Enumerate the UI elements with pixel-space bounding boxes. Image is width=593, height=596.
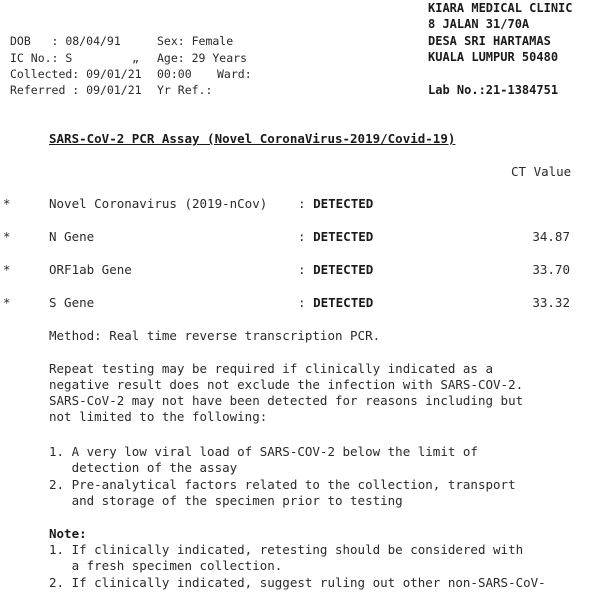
reason-item: and storage of the specimen prior to testing — [49, 493, 403, 508]
paragraph-line: Repeat testing may be required if clinically indicated as a — [49, 361, 494, 376]
result-separator: : — [298, 295, 314, 310]
test-name: S Gene — [49, 295, 95, 310]
clinic-name: KIARA MEDICAL CLINIC — [428, 1, 573, 15]
ct-value: 33.70 — [532, 262, 570, 277]
sex-field: Sex: Female — [157, 34, 234, 48]
ic-number-field — [10, 51, 139, 65]
ct-value: 33.32 — [532, 295, 570, 310]
row-marker: * — [3, 262, 11, 277]
note-item: 2. If clinically indicated, suggest ruling out other non-SARS-CoV- — [49, 575, 546, 590]
reason-item: 1. A very low viral load of SARS-COV-2 below the limit of — [49, 444, 478, 459]
row-marker: * — [3, 229, 11, 244]
result-row — [0, 295, 593, 311]
row-marker: * — [3, 196, 11, 211]
test-name: N Gene — [49, 229, 95, 244]
report-title: SARS-CoV-2 PCR Assay (Novel CoronaVirus-2019/Covid-19) — [49, 131, 456, 146]
test-result — [298, 295, 373, 310]
result-row — [0, 229, 593, 245]
ward-field: Ward: — [217, 67, 252, 81]
clinic-address-line-3: KUALA LUMPUR 50480 — [428, 50, 559, 64]
paragraph-line: SARS-CoV-2 may not have been detected for reasons including but — [49, 393, 524, 408]
note-item: a fresh specimen collection. — [49, 558, 283, 573]
clinic-address-line-1: 8 JALAN 31/70A — [428, 17, 530, 31]
reason-item: 2. Pre-analytical factors related to the collection, transport — [49, 477, 516, 492]
ic-number-tail: „ — [132, 51, 139, 65]
result-value: DETECTED — [313, 229, 374, 244]
result-separator: : — [298, 196, 314, 211]
result-row — [0, 262, 593, 278]
test-result — [298, 262, 373, 277]
row-marker: * — [3, 295, 11, 310]
reason-item: detection of the assay — [49, 460, 238, 475]
result-value: DETECTED — [313, 295, 374, 310]
result-value: DETECTED — [313, 196, 374, 211]
ct-value: 34.87 — [532, 229, 570, 244]
test-name: ORF1ab Gene — [49, 262, 132, 277]
result-row — [0, 196, 593, 212]
result-separator: : — [298, 262, 314, 277]
collected-date-field: Collected: 09/01/21 — [10, 67, 142, 81]
clinic-address-line-2: DESA SRI HARTAMAS — [428, 34, 551, 48]
note-label: Note: — [49, 526, 87, 541]
dob-field: DOB : 08/04/91 — [10, 34, 121, 48]
note-item: 1. If clinically indicated, retesting should be considered with — [49, 542, 524, 557]
test-name: Novel Coronavirus (2019-nCov) — [49, 196, 268, 211]
paragraph-line: negative result does not exclude the infection with SARS-COV-2. — [49, 377, 524, 392]
paragraph-line: not limited to the following: — [49, 409, 268, 424]
age-field: Age: 29 Years — [157, 51, 248, 65]
test-result — [298, 229, 373, 244]
result-separator: : — [298, 229, 314, 244]
test-result — [298, 196, 373, 211]
method-text: Method: Real time reverse transcription PCR. — [49, 328, 381, 343]
ic-number-label: IC No.: S — [10, 51, 73, 65]
yr-ref-field: Yr Ref.: — [157, 83, 213, 97]
collected-time-field: 00:00 — [157, 67, 192, 81]
result-value: DETECTED — [313, 262, 374, 277]
ct-value-header: CT Value — [511, 164, 572, 179]
referred-date-field: Referred : 09/01/21 — [10, 83, 142, 97]
lab-number: Lab No.:21-1384751 — [428, 83, 559, 97]
